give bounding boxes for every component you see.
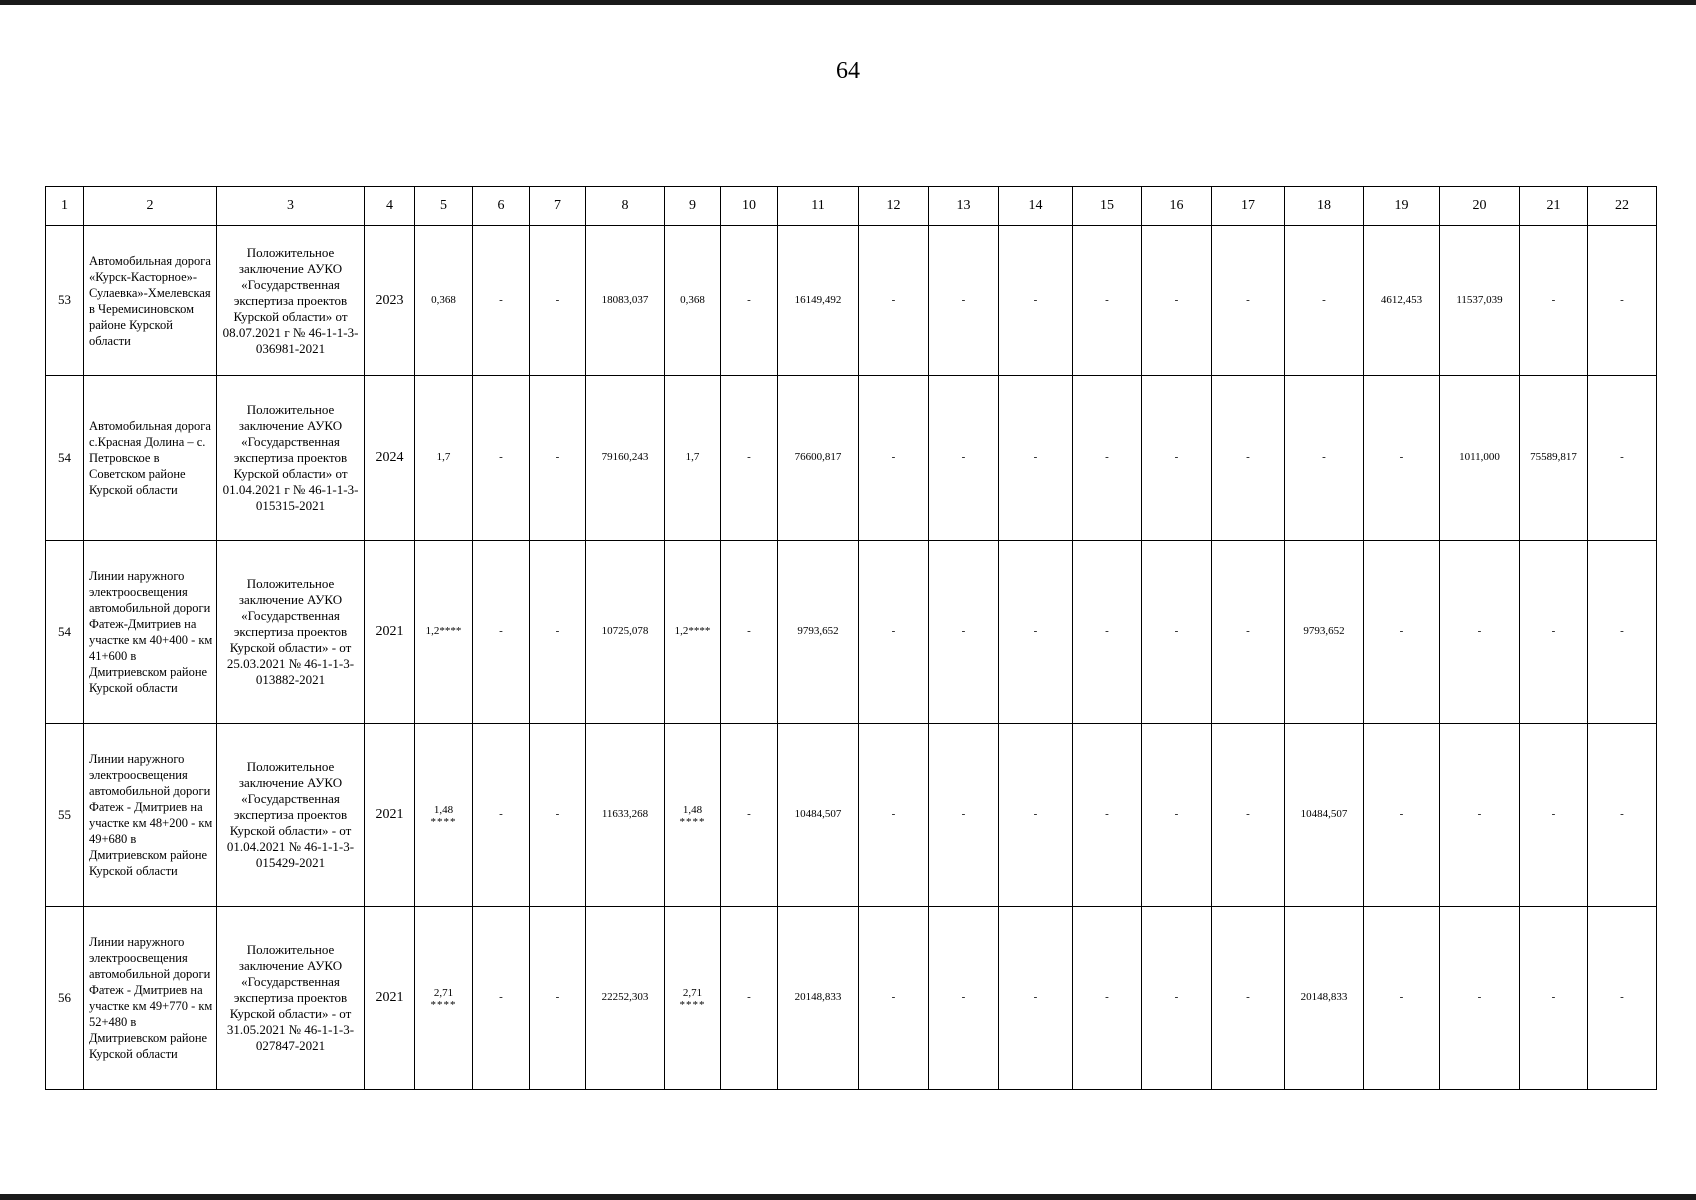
cell-col11: 76600,817 bbox=[778, 376, 859, 541]
cell-col15: - bbox=[1073, 907, 1142, 1090]
cell-col12: - bbox=[859, 226, 929, 376]
footnote-mark: **** bbox=[679, 815, 706, 828]
column-header: 16 bbox=[1142, 187, 1212, 226]
table-row bbox=[46, 226, 1657, 376]
column-header: 13 bbox=[929, 187, 999, 226]
column-header: 5 bbox=[415, 187, 473, 226]
cell-col9 bbox=[665, 541, 721, 724]
row-number: 53 bbox=[46, 226, 84, 376]
cell-col8: 79160,243 bbox=[586, 376, 665, 541]
cell-col7: - bbox=[530, 724, 586, 907]
year-cell: 2023 bbox=[365, 226, 415, 376]
cell-col12: - bbox=[859, 724, 929, 907]
data-table bbox=[45, 186, 1657, 1090]
year-cell: 2021 bbox=[365, 541, 415, 724]
table-row bbox=[46, 376, 1657, 541]
row-number: 56 bbox=[46, 907, 84, 1090]
year-cell: 2021 bbox=[365, 724, 415, 907]
cell-col13: - bbox=[929, 376, 999, 541]
expertise-conclusion: Положительное заключение АУКО «Государственная экспертиза проектов Курской области» - от 01.04.2021 № 46-1-1-3-015429-2021 bbox=[217, 724, 365, 907]
footnote-mark: **** bbox=[430, 815, 457, 828]
cell-col5 bbox=[415, 907, 473, 1090]
cell-col11: 10484,507 bbox=[778, 724, 859, 907]
expertise-conclusion: Положительное заключение АУКО «Государственная экспертиза проектов Курской области» - от 31.05.2021 № 46-1-1-3-027847-2021 bbox=[217, 907, 365, 1090]
cell-col17: - bbox=[1212, 724, 1285, 907]
cell-col8: 11633,268 bbox=[586, 724, 665, 907]
cell-col8: 18083,037 bbox=[586, 226, 665, 376]
column-header: 21 bbox=[1520, 187, 1588, 226]
column-header: 18 bbox=[1285, 187, 1364, 226]
cell-col10: - bbox=[721, 907, 778, 1090]
cell-col12: - bbox=[859, 541, 929, 724]
page-number: 64 bbox=[836, 58, 860, 84]
cell-col16: - bbox=[1142, 907, 1212, 1090]
cell-col7: - bbox=[530, 226, 586, 376]
column-header: 19 bbox=[1364, 187, 1440, 226]
cell-col11: 9793,652 bbox=[778, 541, 859, 724]
object-name: Линии наружного электроосвещения автомобильной дороги Фатеж - Дмитриев на участке км 48+200 - км 49+680 в Дмитриевском районе Курской области bbox=[84, 724, 217, 907]
cell-value: 1,2**** bbox=[425, 625, 462, 638]
cell-col13: - bbox=[929, 226, 999, 376]
cell-col22: - bbox=[1588, 376, 1657, 541]
bottom-border bbox=[0, 1194, 1696, 1200]
column-header: 6 bbox=[473, 187, 530, 226]
cell-col14: - bbox=[999, 724, 1073, 907]
column-header: 9 bbox=[665, 187, 721, 226]
cell-col6: - bbox=[473, 226, 530, 376]
cell-col18: 20148,833 bbox=[1285, 907, 1364, 1090]
cell-col16: - bbox=[1142, 376, 1212, 541]
cell-col11: 16149,492 bbox=[778, 226, 859, 376]
column-header: 17 bbox=[1212, 187, 1285, 226]
column-number-header-row bbox=[46, 187, 1657, 226]
cell-col21: - bbox=[1520, 226, 1588, 376]
cell-col14: - bbox=[999, 376, 1073, 541]
cell-col10: - bbox=[721, 226, 778, 376]
expertise-conclusion: Положительное заключение АУКО «Государственная экспертиза проектов Курской области» от 01.04.2021 г № 46-1-1-3-015315-2021 bbox=[217, 376, 365, 541]
cell-col19: 4612,453 bbox=[1364, 226, 1440, 376]
cell-col17: - bbox=[1212, 226, 1285, 376]
cell-col9 bbox=[665, 724, 721, 907]
cell-col21: - bbox=[1520, 907, 1588, 1090]
cell-col16: - bbox=[1142, 541, 1212, 724]
cell-col7: - bbox=[530, 907, 586, 1090]
cell-col10: - bbox=[721, 376, 778, 541]
cell-col21: 75589,817 bbox=[1520, 376, 1588, 541]
cell-col17: - bbox=[1212, 376, 1285, 541]
column-header: 8 bbox=[586, 187, 665, 226]
column-header: 10 bbox=[721, 187, 778, 226]
cell-col6: - bbox=[473, 376, 530, 541]
object-name: Автомобильная дорога с.Красная Долина – с. Петровское в Советском районе Курской области bbox=[84, 376, 217, 541]
cell-col9 bbox=[665, 907, 721, 1090]
cell-col14: - bbox=[999, 541, 1073, 724]
cell-col6: - bbox=[473, 541, 530, 724]
column-header: 15 bbox=[1073, 187, 1142, 226]
cell-col22: - bbox=[1588, 541, 1657, 724]
cell-col18: - bbox=[1285, 226, 1364, 376]
column-header: 2 bbox=[84, 187, 217, 226]
column-header: 3 bbox=[217, 187, 365, 226]
cell-col10: - bbox=[721, 541, 778, 724]
cell-col22: - bbox=[1588, 907, 1657, 1090]
cell-col19: - bbox=[1364, 541, 1440, 724]
cell-col19: - bbox=[1364, 907, 1440, 1090]
cell-col21: - bbox=[1520, 541, 1588, 724]
cell-col20: 1011,000 bbox=[1440, 376, 1520, 541]
cell-col20: - bbox=[1440, 541, 1520, 724]
cell-col17: - bbox=[1212, 541, 1285, 724]
expertise-conclusion: Положительное заключение АУКО «Государственная экспертиза проектов Курской области» - от 25.03.2021 № 46-1-1-3-013882-2021 bbox=[217, 541, 365, 724]
cell-col5 bbox=[415, 226, 473, 376]
cell-col18: 9793,652 bbox=[1285, 541, 1364, 724]
row-number: 55 bbox=[46, 724, 84, 907]
cell-col12: - bbox=[859, 907, 929, 1090]
cell-value: 1,2**** bbox=[674, 625, 711, 638]
column-header: 7 bbox=[530, 187, 586, 226]
cell-col13: - bbox=[929, 541, 999, 724]
column-header: 12 bbox=[859, 187, 929, 226]
row-number: 54 bbox=[46, 541, 84, 724]
cell-col14: - bbox=[999, 226, 1073, 376]
cell-col20: 11537,039 bbox=[1440, 226, 1520, 376]
cell-col17: - bbox=[1212, 907, 1285, 1090]
table-row bbox=[46, 724, 1657, 907]
cell-value: 2,71 bbox=[433, 987, 454, 1000]
column-header: 1 bbox=[46, 187, 84, 226]
column-header: 22 bbox=[1588, 187, 1657, 226]
cell-col20: - bbox=[1440, 724, 1520, 907]
cell-col5 bbox=[415, 541, 473, 724]
cell-col20: - bbox=[1440, 907, 1520, 1090]
cell-col11: 20148,833 bbox=[778, 907, 859, 1090]
cell-value: 2,71 bbox=[682, 987, 703, 1000]
cell-col22: - bbox=[1588, 226, 1657, 376]
column-header: 11 bbox=[778, 187, 859, 226]
cell-col19: - bbox=[1364, 376, 1440, 541]
row-number: 54 bbox=[46, 376, 84, 541]
top-border bbox=[0, 0, 1696, 5]
cell-col18: 10484,507 bbox=[1285, 724, 1364, 907]
cell-col8: 10725,078 bbox=[586, 541, 665, 724]
cell-col15: - bbox=[1073, 376, 1142, 541]
cell-col13: - bbox=[929, 907, 999, 1090]
cell-col15: - bbox=[1073, 226, 1142, 376]
cell-col16: - bbox=[1142, 226, 1212, 376]
cell-value: 0,368 bbox=[431, 293, 456, 306]
cell-col7: - bbox=[530, 376, 586, 541]
year-cell: 2024 bbox=[365, 376, 415, 541]
table-row bbox=[46, 907, 1657, 1090]
cell-col6: - bbox=[473, 724, 530, 907]
expertise-conclusion: Положительное заключение АУКО «Государственная экспертиза проектов Курской области» от 08.07.2021 г № 46-1-1-3-036981-2021 bbox=[217, 226, 365, 376]
footnote-mark: **** bbox=[430, 998, 457, 1011]
footnote-mark: **** bbox=[679, 998, 706, 1011]
cell-col15: - bbox=[1073, 724, 1142, 907]
table-row bbox=[46, 541, 1657, 724]
cell-col5 bbox=[415, 724, 473, 907]
cell-col12: - bbox=[859, 376, 929, 541]
cell-col14: - bbox=[999, 907, 1073, 1090]
cell-value: 1,48 bbox=[433, 804, 454, 817]
cell-col18: - bbox=[1285, 376, 1364, 541]
cell-col6: - bbox=[473, 907, 530, 1090]
cell-col9 bbox=[665, 226, 721, 376]
cell-col10: - bbox=[721, 724, 778, 907]
year-cell: 2021 bbox=[365, 907, 415, 1090]
cell-col8: 22252,303 bbox=[586, 907, 665, 1090]
cell-col22: - bbox=[1588, 724, 1657, 907]
cell-value: 1,7 bbox=[436, 451, 451, 464]
cell-col15: - bbox=[1073, 541, 1142, 724]
object-name: Линии наружного электроосвещения автомобильной дороги Фатеж-Дмитриев на участке км 40+400 - км 41+600 в Дмитриевском районе Курской области bbox=[84, 541, 217, 724]
cell-value: 0,368 bbox=[680, 293, 705, 306]
cell-col13: - bbox=[929, 724, 999, 907]
cell-value: 1,7 bbox=[685, 451, 700, 464]
cell-col5 bbox=[415, 376, 473, 541]
column-header: 20 bbox=[1440, 187, 1520, 226]
cell-col21: - bbox=[1520, 724, 1588, 907]
column-header: 14 bbox=[999, 187, 1073, 226]
object-name: Линии наружного электроосвещения автомобильной дороги Фатеж - Дмитриев на участке км 49+770 - км 52+480 в Дмитриевском районе Курской области bbox=[84, 907, 217, 1090]
cell-col19: - bbox=[1364, 724, 1440, 907]
column-header: 4 bbox=[365, 187, 415, 226]
cell-col7: - bbox=[530, 541, 586, 724]
cell-col16: - bbox=[1142, 724, 1212, 907]
object-name: Автомобильная дорога «Курск-Касторное»-Сулаевка»-Хмелевская в Черемисиновском районе Курской области bbox=[84, 226, 217, 376]
cell-value: 1,48 bbox=[682, 804, 703, 817]
cell-col9 bbox=[665, 376, 721, 541]
